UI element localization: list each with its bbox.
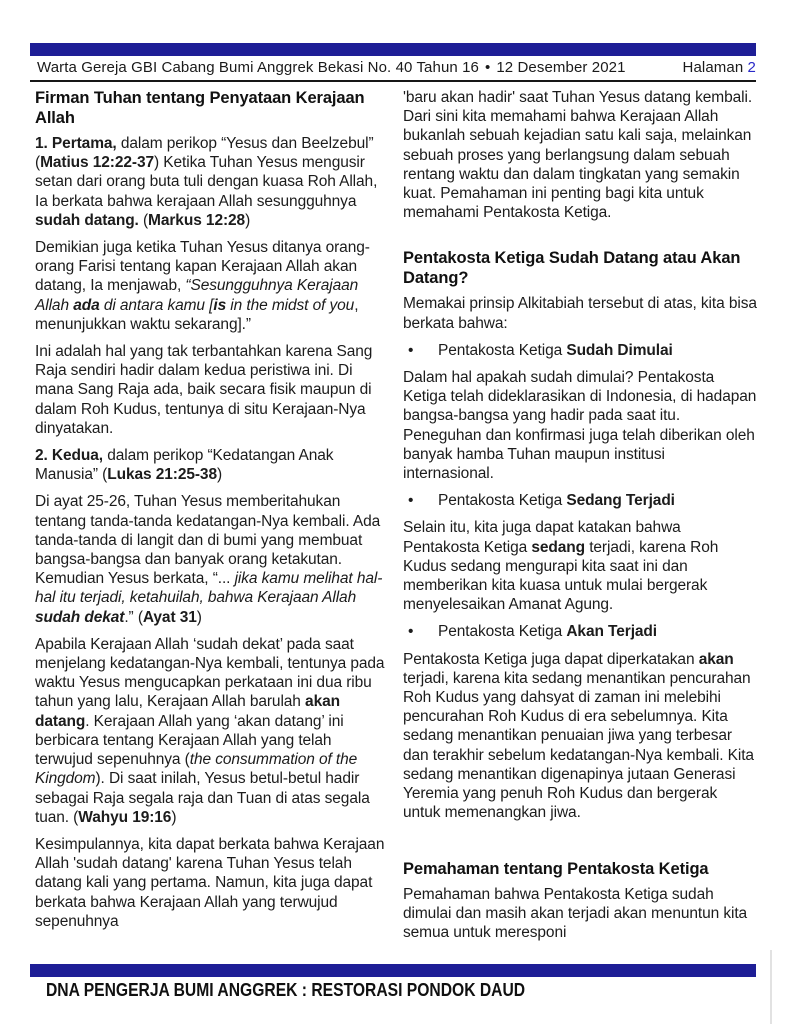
left-column: [35, 88, 389, 950]
header-bar: [30, 43, 756, 56]
footer-slogan: DNA PENGERJA BUMI ANGGREK : RESTORASI PONDOK DAUD: [46, 980, 526, 1000]
page-edge-shadow: [770, 950, 772, 1024]
section-heading-firman-tuhan: Firman Tuhan tentang Penyataan Kerajaan Allah: [35, 89, 365, 127]
paragraph-demikian: Demikian juga ketika Tuhan Yesus ditanya orang-orang Farisi tentang kapan Kerajaan Allah akan datang, Ia menjawab, “Sesungguhnya Kerajaan Allah ada di antara kamu [is in the midst of you, menunjukkan waktu sekarang].”: [35, 239, 370, 333]
right-column: [403, 88, 757, 950]
list-item-sedang-terjadi: [403, 491, 757, 510]
list-item-label: Pentakosta Ketiga Sudah Dimulai: [438, 341, 673, 359]
page-number: 2: [747, 59, 756, 76]
paragraph-kesimpulannya: Kesimpulannya, kita dapat berkata bahwa Kerajaan Allah 'sudah datang' karena Tuhan Yesus telah datang kali yang pertama. Namun, kita juga dapat berkata bahwa Kerajaan Allah yang terwujud sepenuhnya: [35, 835, 385, 930]
article-body: [35, 88, 757, 950]
paragraph-baru-akan-hadir: 'baru akan hadir' saat Tuhan Yesus datang kembali. Dari sini kita memahami bahwa Kerajaan Allah bukanlah sebuah kejadian satu kali saja, melainkan sebuah proses yang berlangsung dalam sebuah rentang waktu dan dalam tingkatan yang semakin kuat. Pemahaman ini penting bagi kita untuk memahami Pentakosta Ketiga.: [403, 89, 753, 222]
paragraph-kedua: 2. Kedua, dalam perikop “Kedatangan Anak Manusia” (Lukas 21:25-38): [35, 447, 334, 484]
newsletter-masthead: [30, 59, 626, 76]
list-item-label: Pentakosta Ketiga Akan Terjadi: [438, 623, 658, 641]
bullet-icon: •: [408, 623, 414, 641]
bullet-icon: •: [408, 492, 414, 510]
page-header: [30, 59, 756, 76]
list-item-akan-terjadi: [403, 622, 757, 641]
paragraph-pertama: 1. Pertama, dalam perikop “Yesus dan Beelzebul” (Matius 12:22-37) Ketika Tuhan Yesus mengusir setan dari orang buta tuli dengan kuasa Roh Allah, Ia berkata bahwa kerajaan Allah sesungguhnya sudah datang. (Markus 12:28): [35, 135, 378, 229]
page-number-label: [683, 59, 756, 76]
paragraph-pemahaman-bahwa: Pemahaman bahwa Pentakosta Ketiga sudah dimulai dan masih akan terjadi akan menuntun kita semua untuk meresponi: [403, 885, 748, 941]
paragraph-ini-adalah: Ini adalah hal yang tak terbantahkan karena Sang Raja sendiri hadir dalam kedua peristiwa ini. Di mana Sang Raja ada, baik secara fisik maupun di dalam Roh Kudus, tentunya di situ Kerajaan-Nya dinyatakan.: [35, 343, 373, 437]
masthead-separator: •: [484, 59, 491, 76]
list-item-label: Pentakosta Ketiga Sedang Terjadi: [438, 492, 675, 510]
masthead-date: 12 Desember 2021: [496, 59, 626, 76]
list-item-sudah-dimulai: [403, 341, 757, 360]
page-label-text: Halaman: [682, 59, 744, 76]
header-rule: [30, 80, 756, 82]
paragraph-memakai-prinsip: Memakai prinsip Alkitabiah tersebut di atas, kita bisa berkata bahwa:: [403, 295, 757, 332]
bullet-icon: •: [408, 341, 414, 359]
paragraph-selain-itu: Selain itu, kita juga dapat katakan bahwa Pentakosta Ketiga sedang terjadi, karena Roh Kudus sedang mengurapi kita saat ini dan memberikan kita kuasa untuk mulai bergerak menyelesaikan Amanat Agung.: [403, 519, 719, 614]
paragraph-pentakosta-juga: Pentakosta Ketiga juga dapat diperkatakan akan terjadi, karena kita sedang menantikan pencurahan Roh Kudus yang dahsyat di zaman ini melebihi pencurahan Roh Kudus di era sebelumnya. Kita sedang menantikan penuaian jiwa yang terbesar dan terakhir sebelum kedatangan-Nya kembali. Kita sedang menantikan digenapinya jutaan Generasi Yeremia yang penuh Roh Kudus dan bergerak untuk memenangkan jiwa.: [403, 650, 754, 822]
paragraph-dalam-hal: Dalam hal apakah sudah dimulai? Pentakosta Ketiga telah dideklarasikan di Indonesia, di hadapan bangsa-bangsa yang hadir pada saat itu. Peneguhan dan konfirmasi juga telah diberikan oleh banyak hamba Tuhan maupun institusi internasional.: [403, 369, 757, 483]
masthead-title: Warta Gereja GBI Cabang Bumi Anggrek Bekasi No. 40 Tahun 16: [37, 59, 479, 76]
paragraph-di-ayat: Di ayat 25-26, Tuhan Yesus memberitahukan tentang tanda-tanda kedatangan-Nya kembali. Ada tanda-tanda di langit dan di bumi yang membuat bangsa-bangsa dan banyak orang ketakutan. Kemudian Yesus berkata, “... jika kamu melihat hal-hal itu terjadi, ketahuilah, bahwa Kerajaan Allah sudah dekat.” (Ayat 31): [35, 493, 383, 626]
section-heading-pentakosta-ketiga: Pentakosta Ketiga Sudah Datang atau Akan Datang?: [403, 249, 741, 288]
paragraph-apabila: Apabila Kerajaan Allah ‘sudah dekat’ pada saat menjelang kedatangan-Nya kembali, tentunya pada waktu Yesus mengucapkan perkataan ini dua ribu tahun yang lalu, Kerajaan Allah barulah akan datang. Kerajaan Allah yang ‘akan datang’ ini berbicara tentang Kerajaan Allah yang telah terwujud sepenuhnya (the consummation of the Kingdom). Di saat inilah, Yesus betul-betul hadir sebagai Raja segala raja dan Tuan di atas segala tuan. (Wahyu 19:16): [35, 635, 385, 826]
section-heading-pemahaman: Pemahaman tentang Pentakosta Ketiga: [403, 859, 709, 878]
footer-bar: [30, 964, 756, 977]
